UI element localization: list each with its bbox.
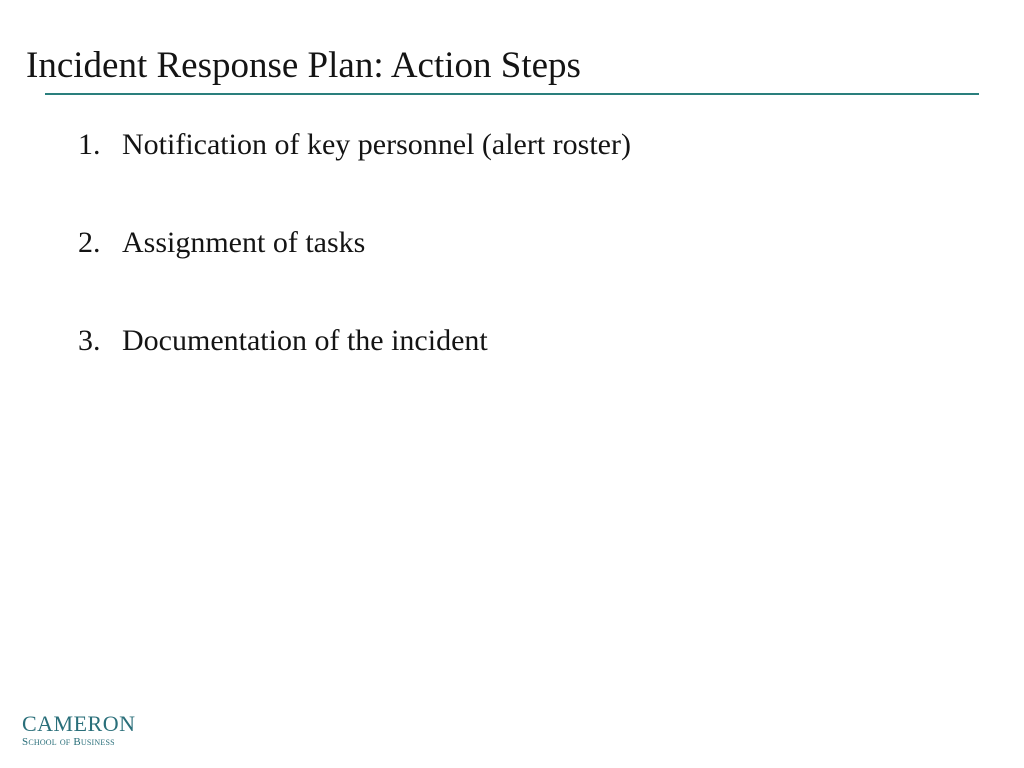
step-text: Assignment of tasks [122,226,366,259]
list-item [78,323,631,359]
step-text: Notification of key personnel (alert roster) [122,128,631,161]
logo-main-text: CAMERON [22,711,136,736]
step-number: 2. [78,226,101,259]
action-steps-list [78,127,631,421]
step-number: 3. [78,324,101,357]
title-divider [45,93,979,95]
cameron-logo [22,713,136,749]
logo-sub-text: School of Business [22,736,115,748]
step-text: Documentation of the incident [122,324,488,357]
slide-title: Incident Response Plan: Action Steps [26,45,581,86]
list-item [78,225,631,261]
step-number: 1. [78,128,101,161]
list-item [78,127,631,163]
